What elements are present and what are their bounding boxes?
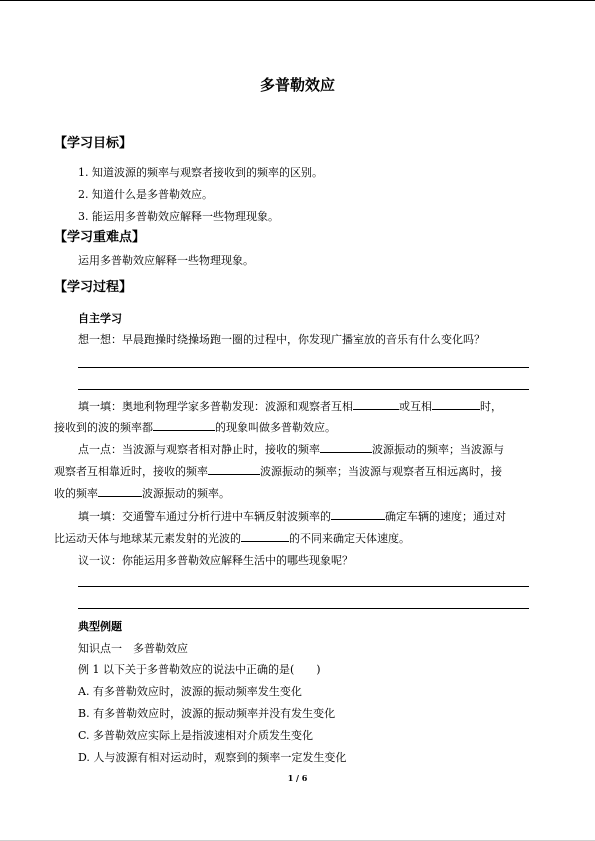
fill-blank[interactable] [353, 399, 399, 410]
fill-text: 确定车辆的速度；通过对 [385, 510, 506, 523]
section-heading-key-points: 【学习重难点】 [54, 230, 146, 245]
point-text: 收的频率 [54, 487, 98, 500]
fill-text: 接收到的波的频率都 [54, 421, 153, 434]
fill-text: 比运动天体与地球某元素发射的光波的 [54, 532, 241, 545]
point-text: 点一点：当波源与观察者相对静止时，接收的频率 [78, 443, 320, 456]
answer-line[interactable] [78, 389, 529, 390]
goal-item: 2. 知道什么是多普勒效应。 [78, 188, 213, 201]
example-question: 例 1 以下关于多普勒效应的说法中正确的是( ) [78, 663, 321, 676]
fill-text: 或互相 [399, 400, 432, 413]
fill-text: 的不同来确定天体速度。 [289, 532, 410, 545]
self-study-heading: 自主学习 [78, 312, 122, 325]
option-c: C. 多普勒效应实际上是指波速相对介质发生变化 [78, 729, 314, 742]
point-text: 波源振动的频率；当波源与 [372, 443, 504, 456]
option-b: B. 有多普勒效应时，波源的振动频率并没有发生变化 [78, 707, 336, 720]
section-heading-goals: 【学习目标】 [54, 136, 133, 151]
point-paragraph [78, 441, 504, 457]
fill-blank[interactable] [320, 442, 372, 453]
fill-text: 时， [480, 400, 502, 413]
fill-text: 填一填：奥地利物理学家多普勒发现：波源和观察者互相 [78, 400, 353, 413]
option-d: D. 人与波源有相对运动时，观察到的频率一定发生变化 [78, 751, 347, 764]
discuss-prompt: 议一议：你能运用多普勒效应解释生活中的哪些现象呢？ [78, 554, 353, 567]
think-prompt: 想一想：早晨跑操时绕操场跑一圈的过程中，你发现广播室放的音乐有什么变化吗？ [78, 333, 485, 346]
fill-in-paragraph-1 [78, 398, 502, 414]
fill-blank[interactable] [98, 486, 142, 497]
point-text: 波源振动的频率。 [142, 487, 230, 500]
page-top-rule [0, 0, 595, 1]
answer-line[interactable] [78, 608, 529, 609]
fill-text: 的现象叫做多普勒效应。 [215, 421, 336, 434]
point-text: 观察者互相靠近时，接收的频率 [54, 465, 208, 478]
answer-line[interactable] [78, 586, 529, 587]
fill-in-paragraph-2 [78, 508, 506, 524]
fill-in-paragraph-2-cont [54, 530, 410, 546]
fill-blank[interactable] [208, 464, 260, 475]
key-points-text: 运用多普勒效应解释一些物理现象。 [78, 254, 254, 267]
fill-blank[interactable] [241, 531, 289, 542]
knowledge-point: 知识点一 多普勒效应 [78, 642, 188, 655]
answer-line[interactable] [78, 367, 529, 368]
goal-item: 3. 能运用多普勒效应解释一些物理现象。 [78, 210, 279, 223]
examples-heading: 典型例题 [78, 620, 122, 633]
option-a: A. 有多普勒效应时，波源的振动频率发生变化 [78, 685, 302, 698]
fill-blank[interactable] [432, 399, 480, 410]
fill-in-paragraph-1-cont [54, 419, 336, 435]
fill-blank[interactable] [153, 420, 215, 431]
fill-text: 填一填：交通警车通过分析行进中车辆反射波频率的 [78, 510, 331, 523]
section-heading-process: 【学习过程】 [54, 280, 133, 295]
page-number: 1 / 6 [287, 773, 308, 783]
goal-item: 1. 知道波源的频率与观察者接收到的频率的区别。 [78, 166, 323, 179]
point-paragraph-cont [54, 485, 230, 501]
page-title: 多普勒效应 [259, 76, 335, 94]
point-paragraph-cont [54, 463, 502, 479]
fill-blank[interactable] [331, 509, 385, 520]
point-text: 波源振动的频率；当波源与观察者互相远离时，接 [260, 465, 502, 478]
